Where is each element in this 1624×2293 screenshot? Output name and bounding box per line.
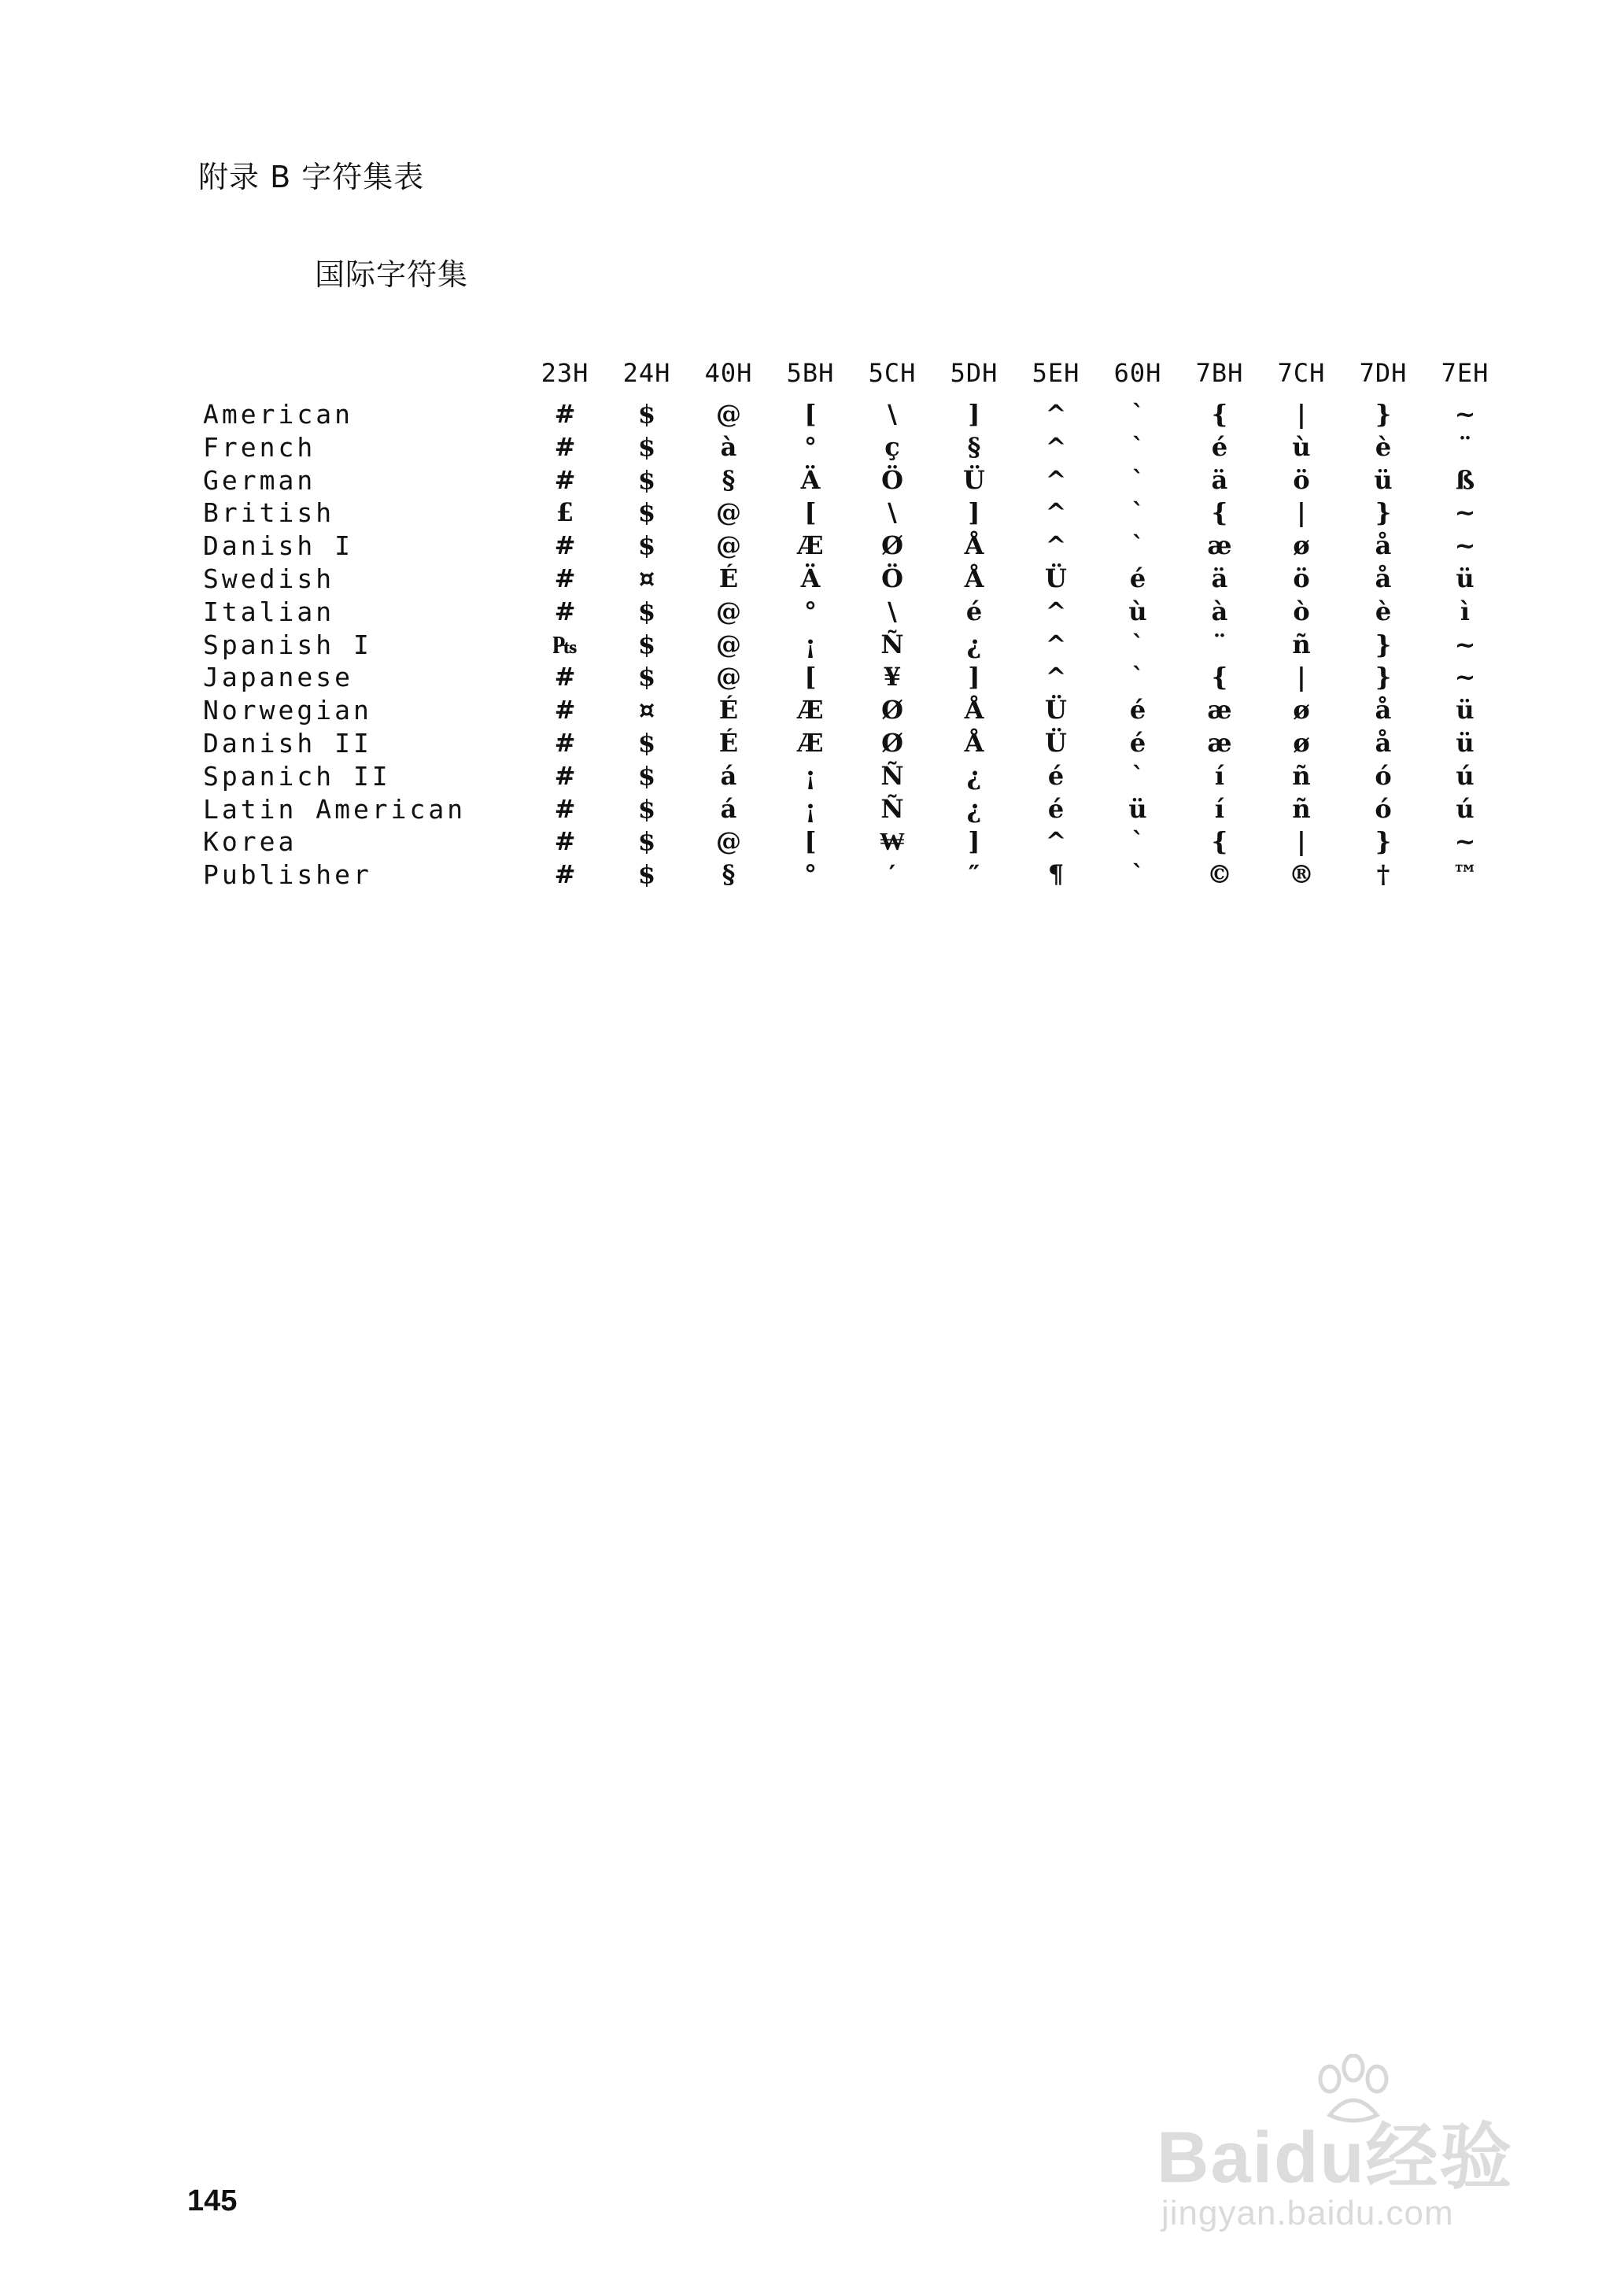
char-cell: | [1297,399,1306,429]
char-cell: ~ [1454,530,1476,561]
char-cell: ¿ [966,629,982,659]
char-cell: ₩ [880,826,905,857]
char-cell: Ü [1045,695,1067,726]
char-cell: Å [964,530,984,561]
char-cell: ¡ [804,760,817,791]
char-cell: \ [888,399,897,429]
char-cell: ø [1293,530,1310,561]
char-cell: ü [1456,563,1475,593]
char-cell: ] [968,497,980,528]
char-cell: ü [1374,464,1393,495]
row-label: Danish I [203,530,353,562]
char-cell: Æ [797,695,824,726]
char-cell: # [554,563,576,593]
char-cell: ñ [1292,629,1311,659]
char-cell: á [720,760,737,791]
char-cell: é [1129,727,1146,758]
char-cell: $ [637,662,656,692]
char-cell: è [1375,596,1392,626]
char-cell: # [554,793,576,824]
section-subheading: 国际字符集 [315,257,469,292]
watermark [1157,2054,1550,2243]
char-cell: é [1047,760,1065,791]
char-cell: ò [1293,596,1310,626]
char-cell: $ [637,727,656,758]
char-cell: @ [716,530,741,561]
char-cell: é [1129,695,1146,726]
char-cell: ^ [1045,662,1067,692]
char-cell: Å [964,727,984,758]
char-cell: ü [1456,727,1475,758]
char-cell: $ [637,826,656,857]
char-cell: { [1211,497,1228,528]
char-cell: ` [1131,662,1144,692]
watermark-url: jingyan.baidu.com [1161,2194,1454,2232]
char-cell: ] [968,826,980,857]
char-cell: # [554,399,576,429]
char-cell: } [1375,826,1392,857]
char-cell: ` [1131,530,1144,561]
char-cell: ó [1375,760,1392,791]
char-cell: ` [1131,826,1144,857]
char-cell: ™ [1452,859,1478,890]
char-cell: ^ [1045,399,1067,429]
char-cell: ` [1131,629,1144,659]
char-cell: § [967,431,981,462]
watermark-brand: Baidu经验 [1157,2118,1514,2198]
char-cell: Ü [963,464,985,495]
char-cell: # [554,431,576,462]
char-cell: Ü [1045,727,1067,758]
char-cell: ¨ [1459,431,1471,462]
char-cell: ~ [1454,629,1476,659]
char-cell: é [1211,431,1228,462]
char-cell: ] [968,662,980,692]
char-cell: ^ [1045,629,1067,659]
char-cell: å [1375,563,1392,593]
char-cell: ä [1211,464,1228,495]
char-cell: # [554,464,576,495]
char-cell: Ø [881,695,903,726]
char-cell: ^ [1045,596,1067,626]
char-cell: ì [1460,596,1471,626]
char-cell: @ [716,596,741,626]
char-cell: é [965,596,983,626]
char-cell: $ [637,530,656,561]
column-header: 5DH [950,358,998,388]
row-label: Publisher [203,859,372,891]
char-cell: $ [637,629,656,659]
char-cell: í [1214,760,1225,791]
char-cell: ° [804,431,817,462]
column-header: 7BH [1195,358,1244,388]
char-cell: # [554,760,576,791]
char-cell: ß [1455,464,1475,495]
char-cell: $ [637,859,656,890]
char-cell: ü [1128,793,1147,824]
char-cell: $ [637,497,656,528]
char-cell: ú [1456,793,1475,824]
row-label: Swedish [203,563,335,594]
char-cell: ` [1131,497,1144,528]
row-label: Italian [203,596,335,627]
row-label: Korea [203,826,297,858]
char-cell: é [1047,793,1065,824]
char-cell: ¥ [883,662,902,692]
column-header: 60H [1113,358,1162,388]
char-cell: æ [1207,530,1232,561]
char-cell: Ñ [880,793,904,824]
char-cell: ^ [1045,826,1067,857]
char-cell: ó [1375,793,1392,824]
row-label: Latin American [203,793,467,825]
char-cell: [ [804,826,817,857]
char-cell: # [554,859,576,890]
char-cell: ¶ [1047,859,1065,890]
char-cell: ^ [1045,431,1067,462]
char-cell: ^ [1045,464,1067,495]
char-cell: å [1375,727,1392,758]
column-header: 23H [541,358,589,388]
char-cell: ¤ [638,563,655,593]
char-cell: à [1211,596,1228,626]
char-cell: ` [1131,464,1144,495]
char-cell: ¿ [966,793,982,824]
char-cell: @ [716,662,741,692]
char-cell: ® [1289,859,1314,890]
char-cell: # [554,695,576,726]
char-cell: ç [884,431,900,462]
char-cell: à [720,431,737,462]
char-cell: ñ [1292,760,1311,791]
char-cell: ù [1128,596,1147,626]
char-cell: ~ [1454,826,1476,857]
char-cell: å [1375,530,1392,561]
row-label: German [203,464,316,496]
column-header: 24H [622,358,671,388]
char-cell: å [1375,695,1392,726]
char-cell: { [1211,826,1228,857]
char-cell: ¨ [1213,629,1226,659]
char-cell: { [1211,399,1228,429]
char-cell: Ñ [880,760,904,791]
char-cell: [ [804,662,817,692]
char-cell: $ [637,760,656,791]
char-cell: | [1297,497,1306,528]
char-cell: @ [716,497,741,528]
column-header: 7CH [1277,358,1326,388]
char-cell: ú [1456,760,1475,791]
char-cell: Æ [797,530,824,561]
char-cell: § [722,859,736,890]
char-cell: ¡ [804,629,817,659]
char-cell: Ö [881,464,903,495]
char-cell: Ø [881,727,903,758]
column-header: 5EH [1032,358,1080,388]
row-label: Japanese [203,662,353,693]
char-cell: ù [1292,431,1311,462]
char-cell: ¡ [804,793,817,824]
char-cell: Ñ [880,629,904,659]
char-cell: Ä [800,563,821,593]
row-label: American [203,399,353,430]
appendix-heading: 附录 B 字符集表 [198,160,425,194]
char-cell: Å [964,563,984,593]
char-cell: ′ [888,859,896,890]
char-cell: } [1375,399,1392,429]
char-cell: Å [964,695,984,726]
char-cell: ~ [1454,399,1476,429]
char-cell: É [718,695,739,726]
char-cell: í [1214,793,1225,824]
char-cell: | [1297,826,1306,857]
char-cell: ~ [1454,497,1476,528]
column-header: 5CH [868,358,917,388]
char-cell: ^ [1045,530,1067,561]
char-cell: \ [888,497,897,528]
char-cell: ] [968,399,980,429]
char-cell: Ä [800,464,821,495]
char-cell: á [720,793,737,824]
char-cell: ` [1131,431,1144,462]
char-cell: ^ [1045,497,1067,528]
char-cell: Ø [881,530,903,561]
char-cell: ~ [1454,662,1476,692]
char-cell: ø [1293,727,1310,758]
char-cell: # [554,596,576,626]
char-cell: ö [1293,464,1310,495]
char-cell: † [1376,859,1390,890]
column-header: 5BH [786,358,835,388]
char-cell: # [554,727,576,758]
char-cell: æ [1207,695,1232,726]
char-cell: # [554,662,576,692]
char-cell: $ [637,399,656,429]
char-cell: } [1375,497,1392,528]
char-cell: ä [1211,563,1228,593]
char-cell: ` [1131,399,1144,429]
char-cell: ″ [968,859,980,890]
char-cell: } [1375,662,1392,692]
char-cell: | [1297,662,1306,692]
column-header: 40H [704,358,753,388]
char-cell: ñ [1292,793,1311,824]
char-cell: $ [637,793,656,824]
char-cell: $ [637,596,656,626]
char-cell: # [554,530,576,561]
row-label: Spanich II [203,760,391,792]
char-cell: @ [716,826,741,857]
row-label: British [203,497,335,529]
char-cell: [ [804,497,817,528]
page-number: 145 [187,2184,238,2217]
char-cell: } [1375,629,1392,659]
row-label: Spanish I [203,629,372,660]
char-cell: # [554,826,576,857]
column-header: 7DH [1359,358,1408,388]
char-cell: æ [1207,727,1232,758]
char-cell: @ [716,629,741,659]
char-cell: $ [637,464,656,495]
char-cell: é [1129,563,1146,593]
char-cell: ° [804,859,817,890]
row-label: Norwegian [203,695,372,726]
char-cell: § [722,464,736,495]
char-cell: ` [1131,760,1144,791]
char-cell: ° [804,596,817,626]
char-cell: © [1207,859,1232,890]
char-cell: ö [1293,563,1310,593]
char-cell: $ [637,431,656,462]
char-cell: ¤ [638,695,655,726]
char-cell: Æ [797,727,824,758]
char-cell: ü [1456,695,1475,726]
row-label: French [203,431,316,463]
char-cell: ₧ [552,629,578,659]
char-cell: É [718,727,739,758]
char-cell: [ [804,399,817,429]
char-cell: Ö [881,563,903,593]
char-cell: ¿ [966,760,982,791]
column-header: 7EH [1441,358,1489,388]
char-cell: É [718,563,739,593]
char-cell: Ü [1045,563,1067,593]
char-cell: \ [888,596,897,626]
char-cell: @ [716,399,741,429]
char-cell: ø [1293,695,1310,726]
char-cell: £ [555,497,574,528]
char-cell: ` [1131,859,1144,890]
row-label: Danish II [203,727,372,759]
char-cell: è [1375,431,1392,462]
char-cell: { [1211,662,1228,692]
